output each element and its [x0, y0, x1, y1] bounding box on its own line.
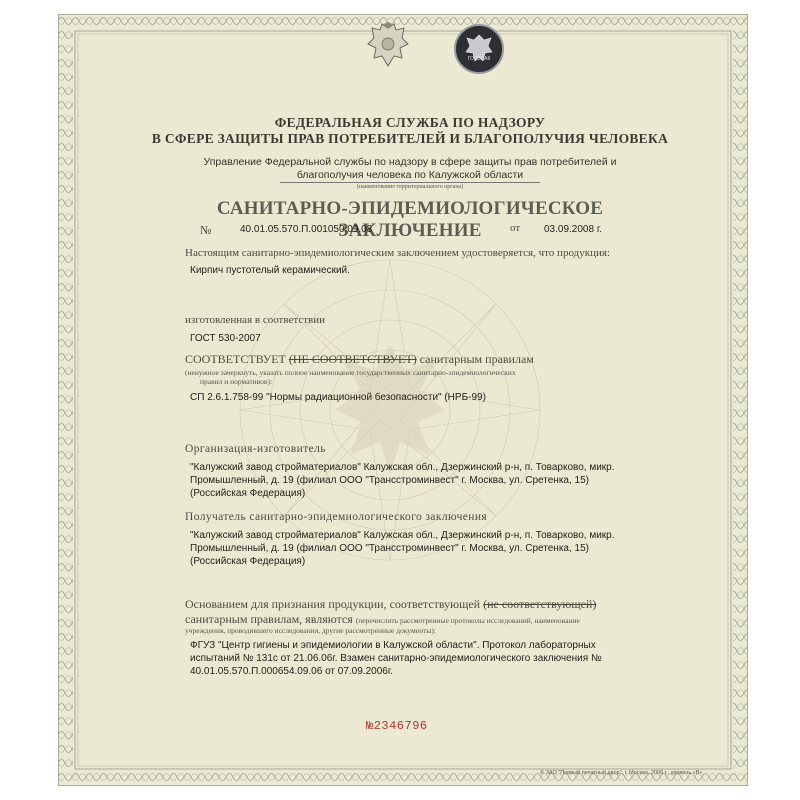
rules-text: санитарным правилам: [419, 352, 534, 366]
emblem-caption: ГОСЗНАК: [467, 56, 491, 62]
recipient-heading: Получатель санитарно-эпидемиологического заключения: [185, 511, 488, 523]
coat-of-arms-icon: [366, 22, 410, 70]
manufacturer-line-2: Промышленный, д. 19 (филиал ООО "Трансстроминвест" г. Москва, ул. Сретенка, 15): [190, 475, 589, 486]
conforms-text: СООТВЕТСТВУЕТ: [185, 352, 286, 366]
compliance-note-1: (ненужное зачеркнуть, указать полное наименование государственных санитарно-эпидемиологических: [185, 368, 516, 377]
manufacturer-line-3: (Российская Федерация): [190, 488, 306, 499]
date-label: от: [510, 222, 521, 234]
certificate-number: 40.01.05.570.П.001050.09.08: [240, 224, 373, 235]
manufacturer-line-1: "Калужский завод стройматериалов" Калужская обл., Дзержинский р-н, п. Товарково, микр.: [190, 462, 615, 473]
serial-number: №2346796: [366, 719, 428, 733]
basis-rules-text: санитарным правилам, являются: [185, 612, 353, 626]
standard-label: изготовленная в соответствии: [185, 314, 325, 326]
printer-imprint: © ЗАО "Первый печатный двор", г. Москва, 2006 г., уровень «В»: [540, 770, 703, 776]
department-line-1: Управление Федеральной службы по надзору в сфере защиты прав потребителей и: [203, 156, 617, 168]
certificate-date: 03.09.2008 г.: [544, 224, 603, 235]
basis-value-2: испытаний № 131с от 21.06.06г. Взамен санитарно-эпидемиологического заключения №: [190, 653, 602, 664]
recipient-line-2: Промышленный, д. 19 (филиал ООО "Трансстроминвест" г. Москва, ул. Сретенка, 15): [190, 543, 589, 554]
agency-line-1: ФЕДЕРАЛЬНАЯ СЛУЖБА ПО НАДЗОРУ: [274, 115, 546, 130]
goznak-seal-icon: [454, 24, 504, 74]
basis-note-2: учреждения, проводившего исследования, другие рассмотренные документы):: [185, 626, 436, 635]
basis-not-conforms: (не соответствующей): [483, 597, 597, 611]
basis-text: Основанием для признания продукции, соответствующей: [185, 597, 481, 611]
basis-line-2: [185, 612, 580, 627]
number-label: №: [200, 223, 212, 237]
document-title: САНИТАРНО-ЭПИДЕМИОЛОГИЧЕСКОЕ ЗАКЛЮЧЕНИЕ: [216, 198, 604, 241]
department-line-2: благополучия человека по Калужской области: [296, 169, 524, 181]
recipient-line-1: "Калужский завод стройматериалов" Калужская обл., Дзержинский р-н, п. Товарково, микр.: [190, 530, 615, 541]
compliance-value: СП 2.6.1.758-99 "Нормы радиационной безопасности" (НРБ-99): [190, 392, 486, 403]
eagle-icon: [456, 26, 502, 72]
not-conforms-text: (НЕ СООТВЕТСТВУЕТ): [288, 352, 417, 366]
compliance-note-2: правил и нормативов):: [200, 377, 273, 386]
manufacturer-heading: Организация-изготовитель: [185, 443, 326, 455]
compliance-line: [185, 352, 534, 367]
basis-value-3: 40.01.05.570.П.000654.09.06 от 07.09.2006г.: [190, 666, 394, 677]
agency-line-2: В СФЕРЕ ЗАЩИТЫ ПРАВ ПОТРЕБИТЕЛЕЙ И БЛАГОПОЛУЧИЯ ЧЕЛОВЕКА: [151, 131, 669, 146]
product-name: Кирпич пустотелый керамический.: [190, 265, 350, 276]
basis-value-1: ФГУЗ "Центр гигиены и эпидемиологии в Калужской области". Протокол лабораторных: [190, 640, 596, 651]
standard-value: ГОСТ 530-2007: [190, 333, 261, 344]
basis-line-1: [185, 597, 596, 612]
product-intro: Настоящим санитарно-эпидемиологическим заключением удостоверяется, что продукция:: [185, 247, 610, 259]
recipient-line-3: (Российская Федерация): [190, 556, 306, 567]
basis-note-1: (перечислить рассмотренные протоколы исследований, наименование: [355, 616, 580, 625]
department-caption: (наименование территориального органа): [280, 182, 540, 190]
